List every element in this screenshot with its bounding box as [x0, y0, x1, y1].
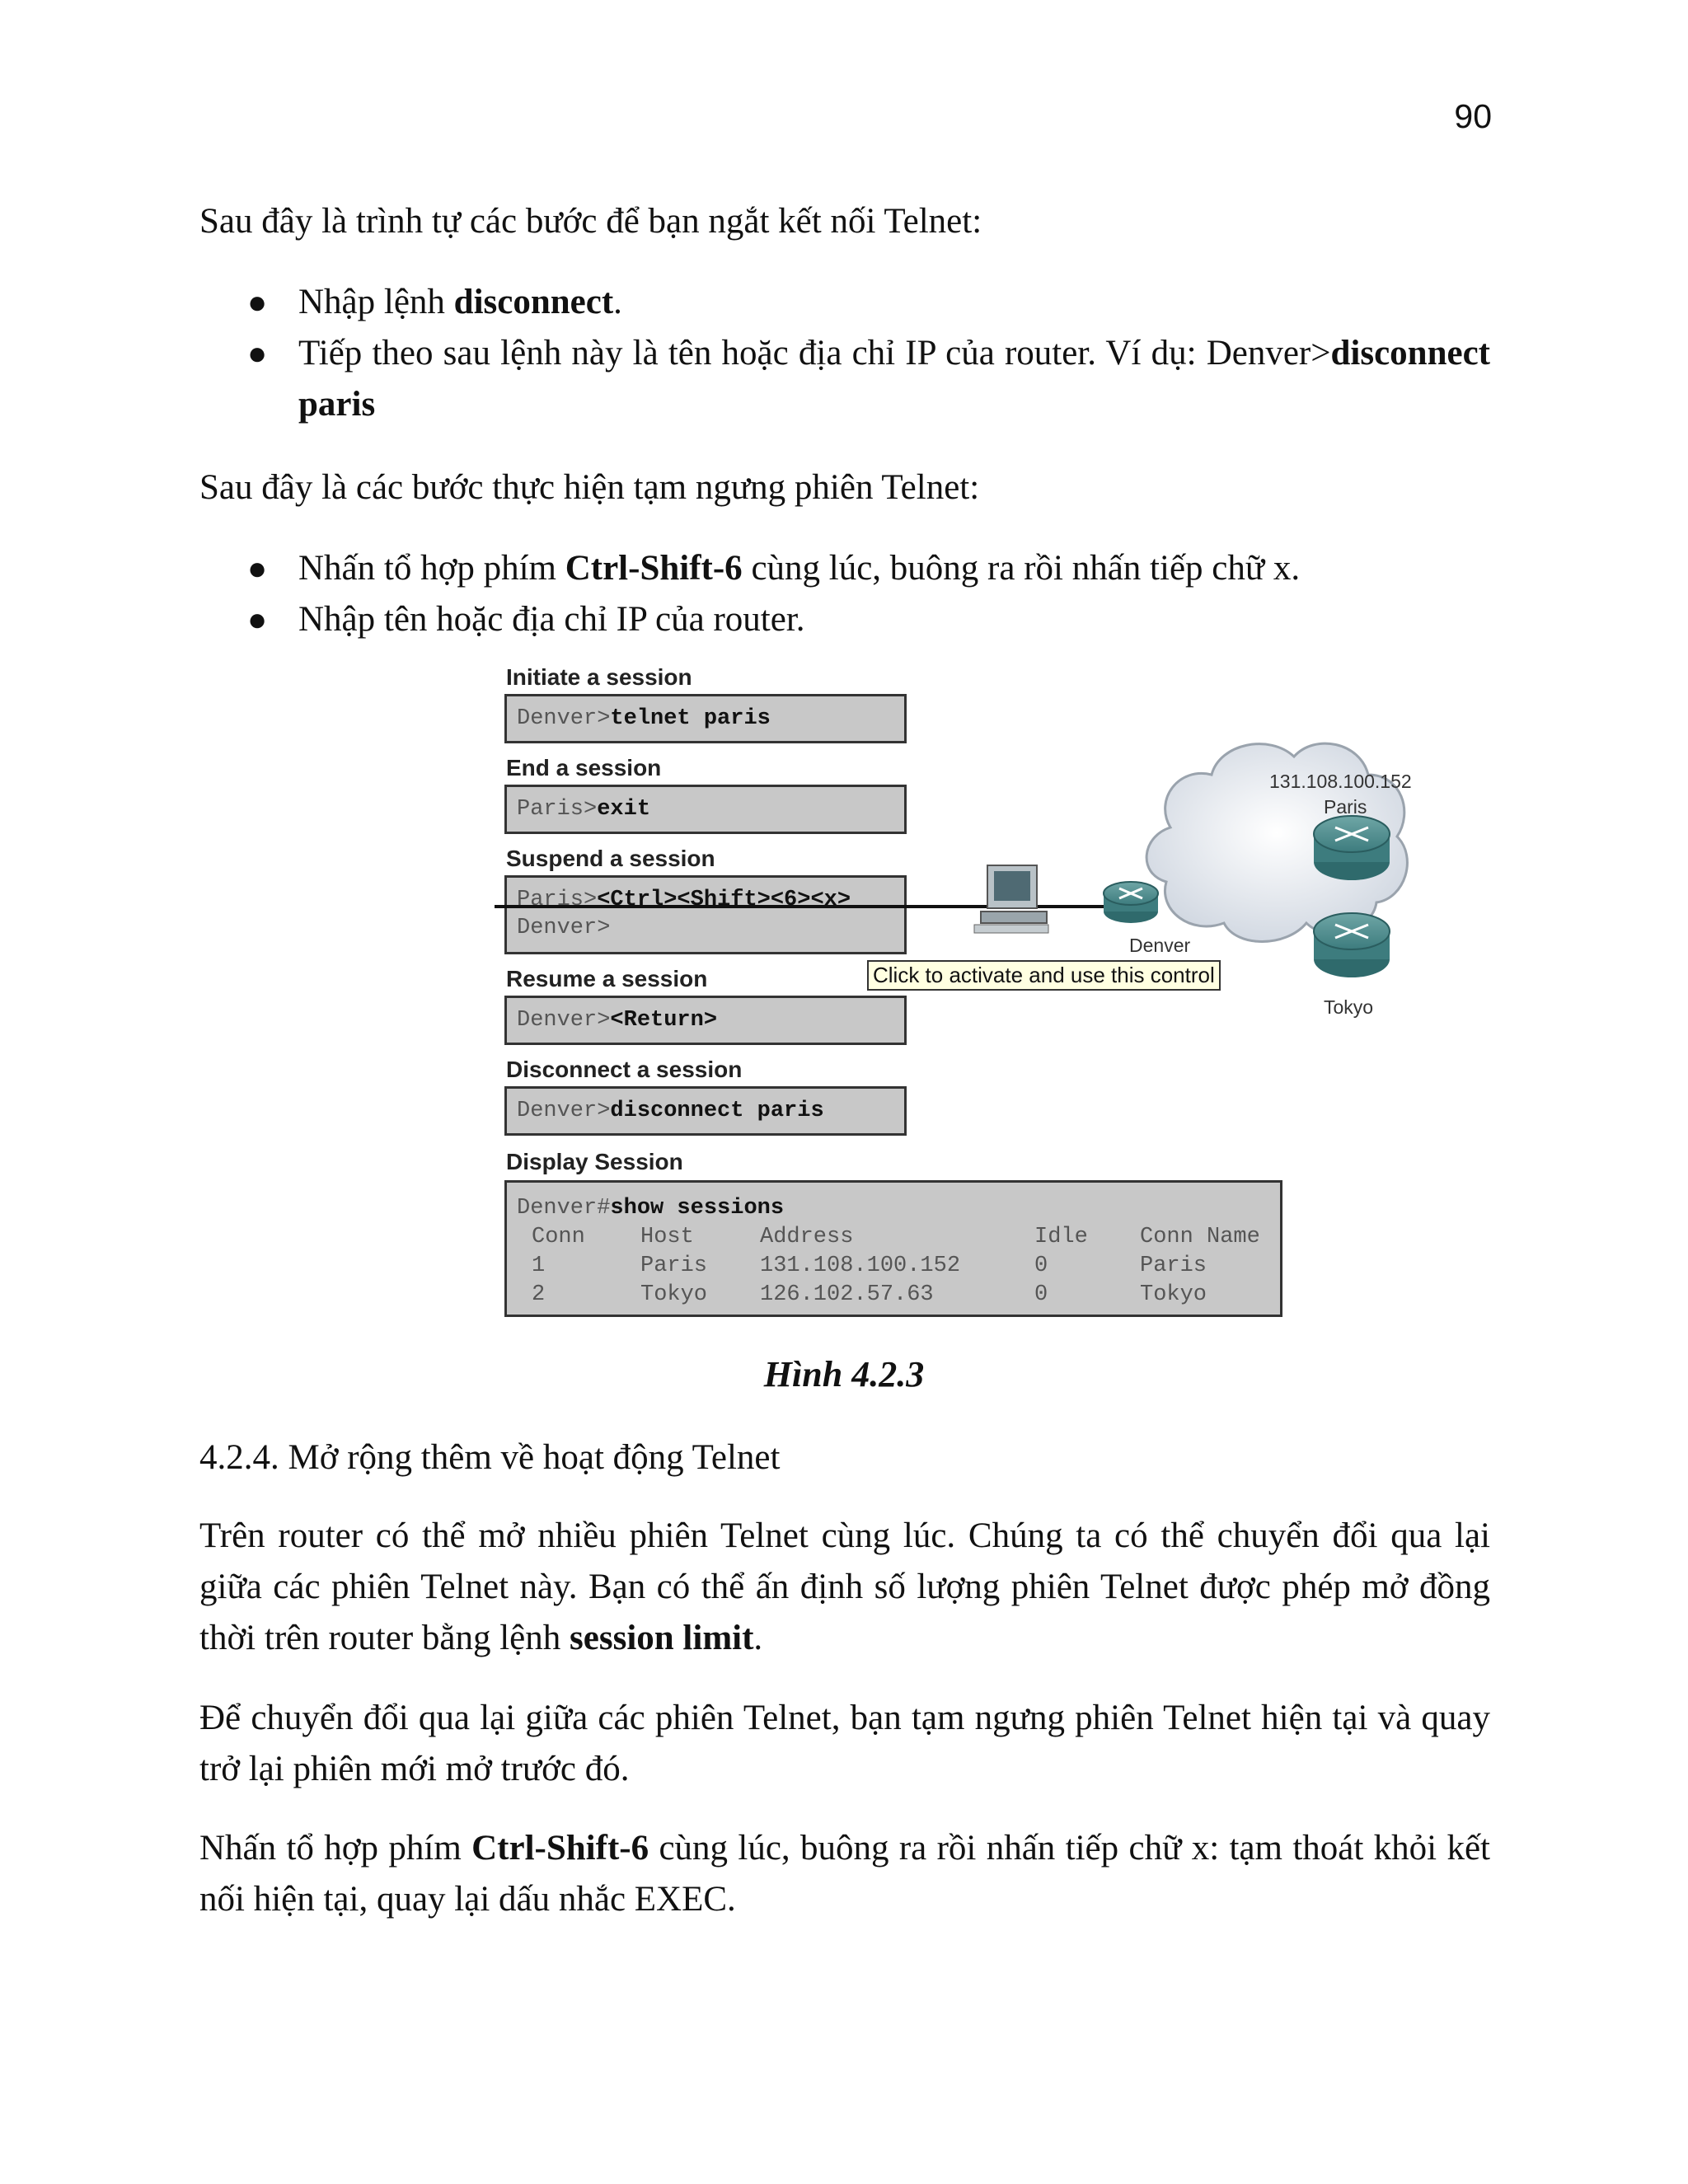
pc-icon [974, 865, 1048, 933]
paragraph-1 [199, 1511, 1490, 1664]
tokyo-router-icon [1314, 913, 1390, 977]
cell-conn: 1 [532, 1254, 546, 1278]
disconnect-steps-list [247, 277, 1490, 430]
paragraph-2: Để chuyển đổi qua lại giữa các phiên Telnet, bạn tạm ngưng phiên Telnet hiện tại và quay trở lại phiên mới mở trước đó. [199, 1699, 1490, 1788]
section-heading: 4.2.4. Mở rộng thêm về hoạt động Telnet [199, 1438, 781, 1477]
command: show sessions [610, 1196, 785, 1221]
header-conn: Conn [532, 1225, 585, 1249]
command: <Ctrl><Shift><6><x> [597, 888, 851, 912]
suspend-label: Suspend a session [506, 846, 715, 871]
cell-address: 131.108.100.152 [760, 1254, 961, 1278]
command: disconnect paris [610, 1099, 824, 1123]
list-item [247, 543, 1490, 594]
activate-control-tooltip[interactable]: Click to activate and use this control [867, 960, 1221, 991]
prompt: Denver> [517, 706, 611, 731]
cell-conn-name: Paris [1140, 1254, 1207, 1278]
bullet-icon: ● [247, 601, 268, 638]
list-item [247, 594, 1490, 645]
suspend-steps-list [247, 543, 1490, 645]
intro-disconnect: Sau đây là trình tự các bước để bạn ngắt kết nối Telnet: [199, 202, 982, 241]
step-suffix: . [613, 283, 622, 321]
initiate-label: Initiate a session [506, 664, 692, 690]
command: telnet paris [610, 706, 771, 731]
bullet-icon: ● [247, 550, 268, 587]
page-number: 90 [1454, 97, 1492, 135]
cell-host: Tokyo [640, 1282, 708, 1307]
header-conn-name: Conn Name [1140, 1225, 1260, 1249]
paris-label: Paris [1324, 796, 1367, 818]
cell-host: Paris [640, 1254, 708, 1278]
step-command: disconnect paris [298, 334, 1490, 424]
prompt: Paris> [517, 797, 598, 822]
prompt: Paris> [517, 888, 598, 912]
cell-conn-name: Tokyo [1140, 1282, 1207, 1307]
list-item [247, 277, 1490, 328]
paris-router-icon [1314, 816, 1390, 880]
intro-suspend: Sau đây là các bước thực hiện tạm ngưng phiên Telnet: [199, 468, 980, 507]
command: Ctrl-Shift-6 [471, 1829, 649, 1868]
network-diagram [495, 651, 1442, 1335]
telnet-figure [495, 651, 1442, 1335]
prompt-line2: Denver> [517, 916, 611, 940]
step-suffix: cùng lúc, buông ra rồi nhấn tiếp chữ x. [742, 549, 1301, 588]
paragraph-suffix: . [753, 1619, 763, 1657]
prompt: Denver> [517, 1008, 611, 1033]
step-command: Ctrl-Shift-6 [565, 549, 743, 588]
display-label: Display Session [506, 1149, 683, 1174]
paragraph-text: Trên router có thể mở nhiều phiên Telnet cùng lúc. Chúng ta có thể chuyển đổi qua lại giữa các phiên Telnet này. Bạn có thể ấn định số lượng phiên Telnet được phép mở đồng thời trên router bằng lệnh [199, 1516, 1490, 1657]
header-address: Address [760, 1225, 854, 1249]
command: exit [597, 797, 651, 822]
cell-address: 126.102.57.63 [760, 1282, 934, 1307]
disconnect-label: Disconnect a session [506, 1057, 743, 1082]
paragraph-text: Nhấn tổ hợp phím [199, 1829, 472, 1868]
command: session limit [570, 1619, 754, 1657]
header-idle: Idle [1034, 1225, 1088, 1249]
resume-label: Resume a session [506, 966, 708, 991]
step-text: Nhập lệnh [298, 283, 454, 321]
denver-router-icon [1104, 882, 1158, 923]
figure-caption: Hình 4.2.3 [763, 1354, 925, 1394]
step-text: Tiếp theo sau lệnh này là tên hoặc địa chỉ IP của router. Ví dụ: Denver> [298, 334, 1331, 373]
step-text: Nhấn tổ hợp phím [298, 549, 565, 588]
bullet-icon: ● [247, 335, 268, 372]
paragraph-3 [199, 1823, 1490, 1925]
paragraph-suffix: cùng lúc, buông ra rồi nhấn tiếp chữ x: tạm thoát khỏi kết nối hiện tại, quay lại dấu nhắc EXEC. [199, 1829, 1491, 1919]
command: <Return> [610, 1008, 718, 1033]
step-text: Nhập tên hoặc địa chỉ IP của router. [298, 600, 805, 639]
cell-idle: 0 [1034, 1254, 1048, 1278]
prompt: Denver#show sessions [517, 1196, 785, 1221]
cell-conn: 2 [532, 1282, 546, 1307]
tokyo-label: Tokyo [1324, 996, 1374, 1018]
bullet-icon: ● [247, 284, 268, 321]
step-command: disconnect [453, 283, 614, 321]
header-host: Host [640, 1225, 694, 1249]
paris-ip-label: 131.108.100.152 [1269, 771, 1412, 792]
list-item [247, 328, 1490, 430]
cell-idle: 0 [1034, 1282, 1048, 1307]
denver-label: Denver [1129, 935, 1191, 956]
end-label: End a session [506, 755, 662, 780]
prompt: Denver> [517, 1099, 611, 1123]
